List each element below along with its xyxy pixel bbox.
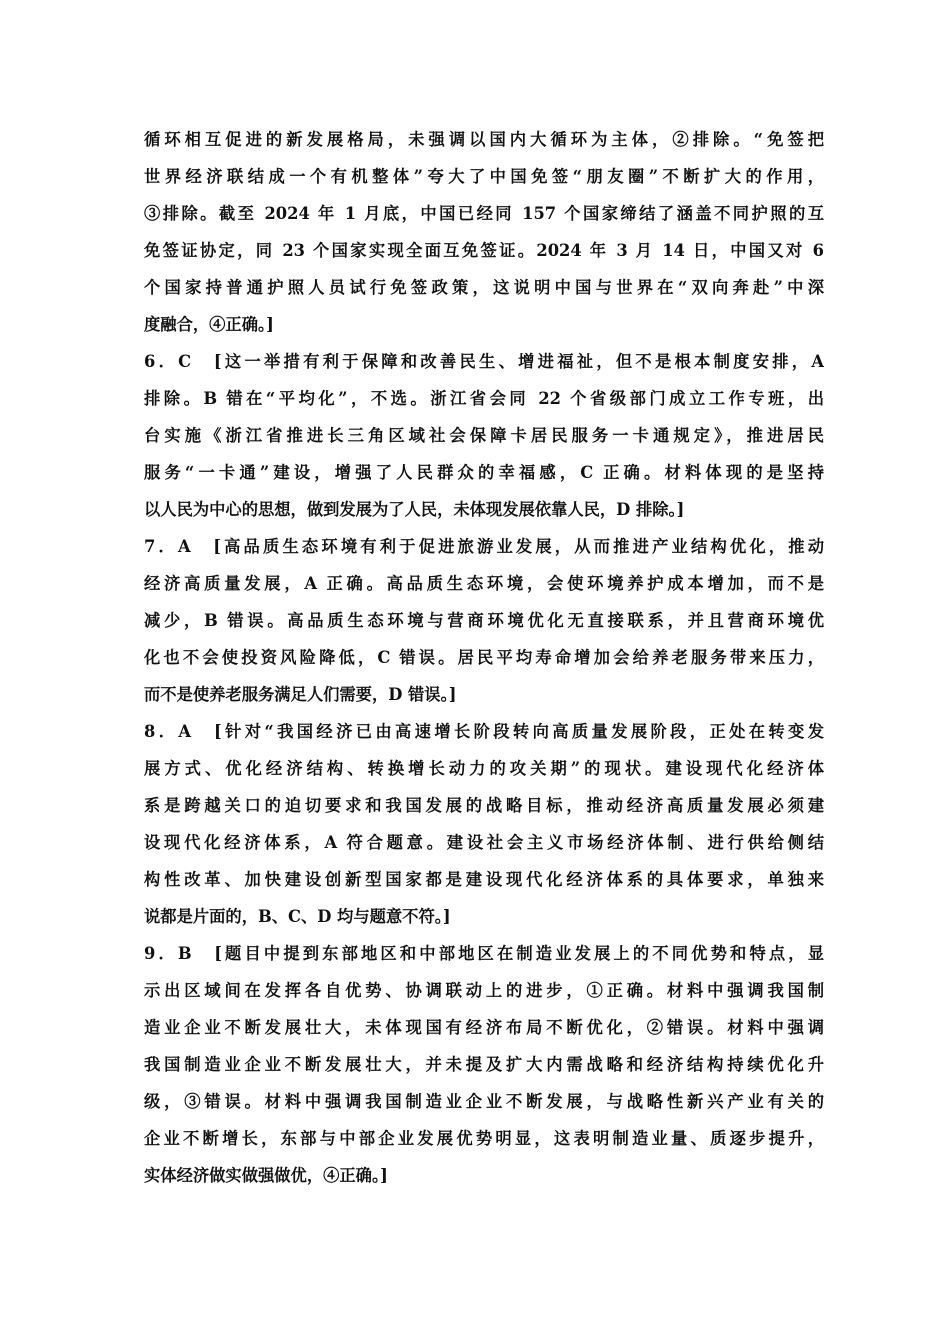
answer-block-6 (144, 343, 824, 528)
text-line: 8．A [针对“我国经济已由高速增长阶段转向高质量发展阶段，正处在转变发 (144, 722, 824, 741)
text-line: 经济高质量发展，A 正确。高品质生态环境，会使环境养护成本增加，而不是 (144, 574, 824, 593)
text-line: 减少，B 错误。高品质生态环境与营商环境优化无直接联系，并且营商环境优 (144, 611, 824, 630)
text-line: 循环相互促进的新发展格局，未强调以国内大循环为主体，②排除。“免签把 (144, 130, 824, 149)
text-line: 设现代化经济体系，A 符合题意。建设社会主义市场经济体制、进行供给侧结 (144, 833, 824, 852)
text-line: 免签证协定，同 23 个国家实现全面互免签证。2024 年 3 月 14 日，中国又对 6 (144, 241, 824, 260)
text-line: 企业不断增长，东部与中部企业发展优势明显，这表明制造业量、质逐步提升， (144, 1129, 824, 1148)
text-line: 级，③错误。材料中强调我国制造业企业不断发展，与战略性新兴产业有关的 (144, 1092, 824, 1111)
text-line: 以人民为中心的思想，做到发展为了人民，未体现发展依靠人民，D 排除。] (144, 500, 685, 519)
text-line: 6．C [这一举措有利于保障和改善民生、增进福祉，但不是根本制度安排，A (144, 352, 824, 371)
text-line: 7．A [高品质生态环境有利于促进旅游业发展，从而推进产业结构优化，推动 (144, 537, 824, 556)
text-line: 服务“一卡通”建设，增强了人民群众的幸福感，C 正确。材料体现的是坚持 (144, 463, 824, 482)
text-line: 个国家持普通护照人员试行免签政策，这说明中国与世界在“双向奔赴”中深 (144, 278, 824, 297)
answer-block-9 (144, 935, 824, 1194)
answer-block-continued (144, 121, 824, 343)
text-line: 世界经济联结成一个有机整体”夸大了中国免签“朋友圈”不断扩大的作用， (144, 167, 824, 186)
text-line: 而不是使养老服务满足人们需要，D 错误。] (144, 685, 457, 704)
text-line: ③排除。截至 2024 年 1 月底，中国已经同 157 个国家缔结了涵盖不同护照的互 (144, 204, 824, 223)
text-line: 我国制造业企业不断发展壮大，并未提及扩大内需战略和经济结构持续优化升 (144, 1055, 824, 1074)
text-line: 示出区域间在发挥各自优势、协调联动上的进步，①正确。材料中强调我国制 (144, 981, 824, 1000)
text-line: 系是跨越关口的迫切要求和我国发展的战略目标，推动经济高质量发展必须建 (144, 796, 824, 815)
text-line: 9．B [题目中提到东部地区和中部地区在制造业发展上的不同优势和特点，显 (144, 944, 824, 963)
text-line: 化也不会使投资风险降低，C 错误。居民平均寿命增加会给养老服务带来压力， (144, 648, 824, 667)
text-line: 台实施《浙江省推进长三角区域社会保障卡居民服务一卡通规定》，推进居民 (144, 426, 824, 445)
text-line: 排除。B 错在“平均化”，不选。浙江省会同 22 个省级部门成立工作专班，出 (144, 389, 824, 408)
text-line: 说都是片面的，B、C、D 均与题意不符。] (144, 907, 451, 926)
text-line: 造业企业不断发展壮大，未体现国有经济布局不断优化，②错误。材料中强调 (144, 1018, 824, 1037)
answer-block-8 (144, 713, 824, 935)
text-line: 实体经济做实做强做优，④正确。] (144, 1166, 388, 1185)
text-line: 展方式、优化经济结构、转换增长动力的攻关期”的现状。建设现代化经济体 (144, 759, 824, 778)
text-line: 度融合，④正确。] (144, 315, 274, 334)
text-line: 构性改革、加快建设创新型国家都是建设现代化经济体系的具体要求，单独来 (144, 870, 824, 889)
answer-document (144, 121, 824, 1194)
answer-block-7 (144, 528, 824, 713)
